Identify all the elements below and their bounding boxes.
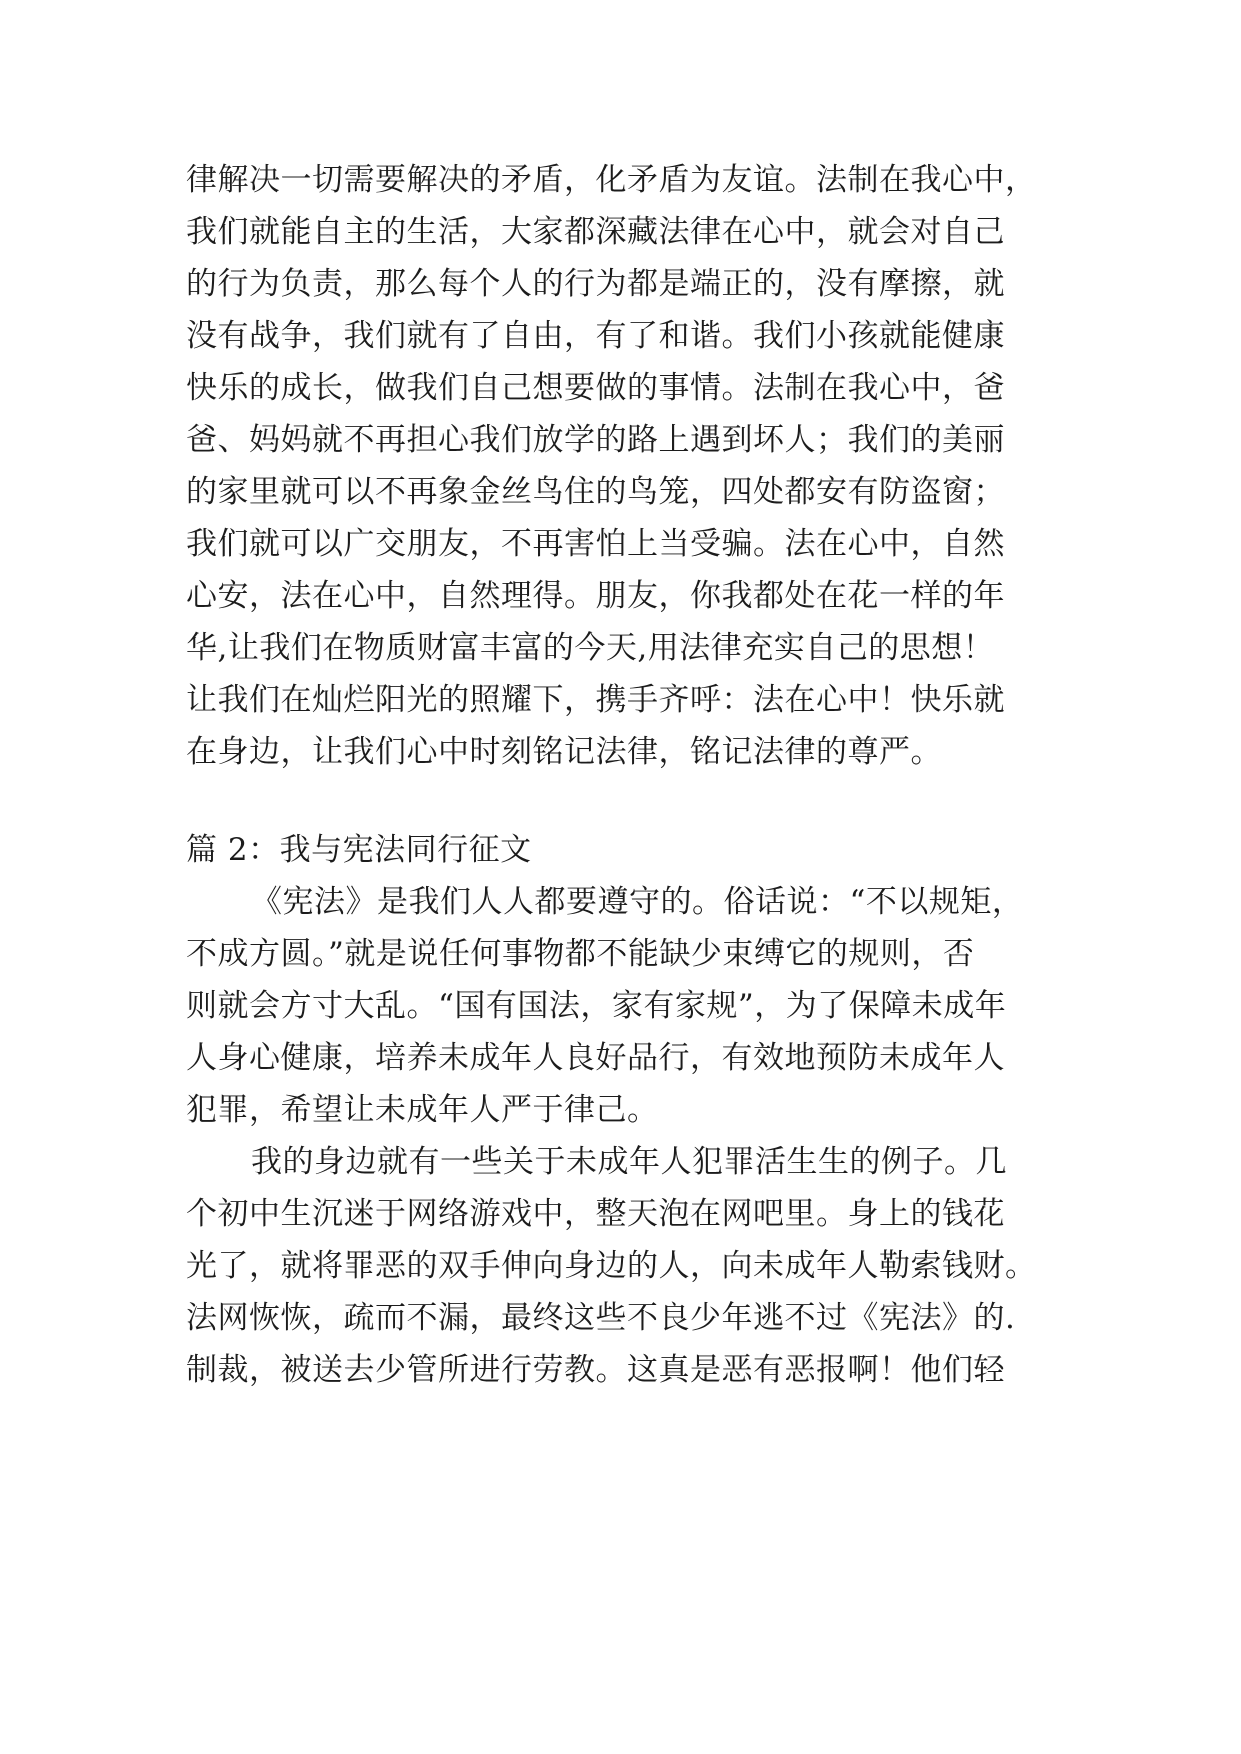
section-heading: 篇 2：我与宪法同行征文 [186, 832, 532, 868]
paragraph-1-line: 让我们在灿烂阳光的照耀下，携手齐呼：法在心中！快乐就 [186, 682, 1005, 718]
paragraph-2-line: 不成方圆。”就是说任何事物都不能缺少束缚它的规则，否 [186, 936, 975, 972]
paragraph-1-line: 我们就可以广交朋友，不再害怕上当受骗。法在心中，自然 [186, 526, 1005, 562]
paragraph-1-line: 在身边，让我们心中时刻铭记法律，铭记法律的尊严。 [186, 734, 942, 770]
paragraph-3-line: 光了，就将罪恶的双手伸向身边的人，向未成年人勒索钱财。 [186, 1248, 1037, 1284]
paragraph-2-line: 人身心健康，培养未成年人良好品行，有效地预防未成年人 [186, 1040, 1005, 1076]
paragraph-2-line: 则就会方寸大乱。“国有国法，家有家规”，为了保障未成年 [186, 988, 1007, 1024]
paragraph-1-line: 的家里就可以不再象金丝鸟住的鸟笼，四处都安有防盗窗； [186, 474, 1005, 510]
paragraph-1-line: 华,让我们在物质财富丰富的今天,用法律充实自己的思想！ [186, 630, 995, 666]
paragraph-1-line: 爸、妈妈就不再担心我们放学的路上遇到坏人；我们的美丽 [186, 422, 1005, 458]
paragraph-3-line: 法网恢恢，疏而不漏，最终这些不良少年逃不过《宪法》的. [186, 1300, 1016, 1336]
paragraph-2-line: 犯罪，希望让未成年人严于律己。 [186, 1092, 659, 1128]
paragraph-1-line: 的行为负责，那么每个人的行为都是端正的，没有摩擦，就 [186, 266, 1005, 302]
paragraph-1-line: 我们就能自主的生活，大家都深藏法律在心中，就会对自己 [186, 214, 1005, 250]
paragraph-1-line: 没有战争，我们就有了自由，有了和谐。我们小孩就能健康 [186, 318, 1005, 354]
paragraph-3-line: 我的身边就有一些关于未成年人犯罪活生生的例子。几 [251, 1144, 1007, 1180]
paragraph-3-line: 制裁，被送去少管所进行劳教。这真是恶有恶报啊！他们轻 [186, 1352, 1005, 1388]
paragraph-1-line: 律解决一切需要解决的矛盾，化矛盾为友谊。法制在我心中， [186, 162, 1037, 198]
paragraph-1-line: 心安，法在心中，自然理得。朋友，你我都处在花一样的年 [186, 578, 1005, 614]
paragraph-3-line: 个初中生沉迷于网络游戏中，整天泡在网吧里。身上的钱花 [186, 1196, 1005, 1232]
paragraph-1-line: 快乐的成长，做我们自己想要做的事情。法制在我心中，爸 [186, 370, 1005, 406]
paragraph-2-line: 《宪法》是我们人人都要遵守的。俗话说：“不以规矩， [251, 884, 1024, 920]
